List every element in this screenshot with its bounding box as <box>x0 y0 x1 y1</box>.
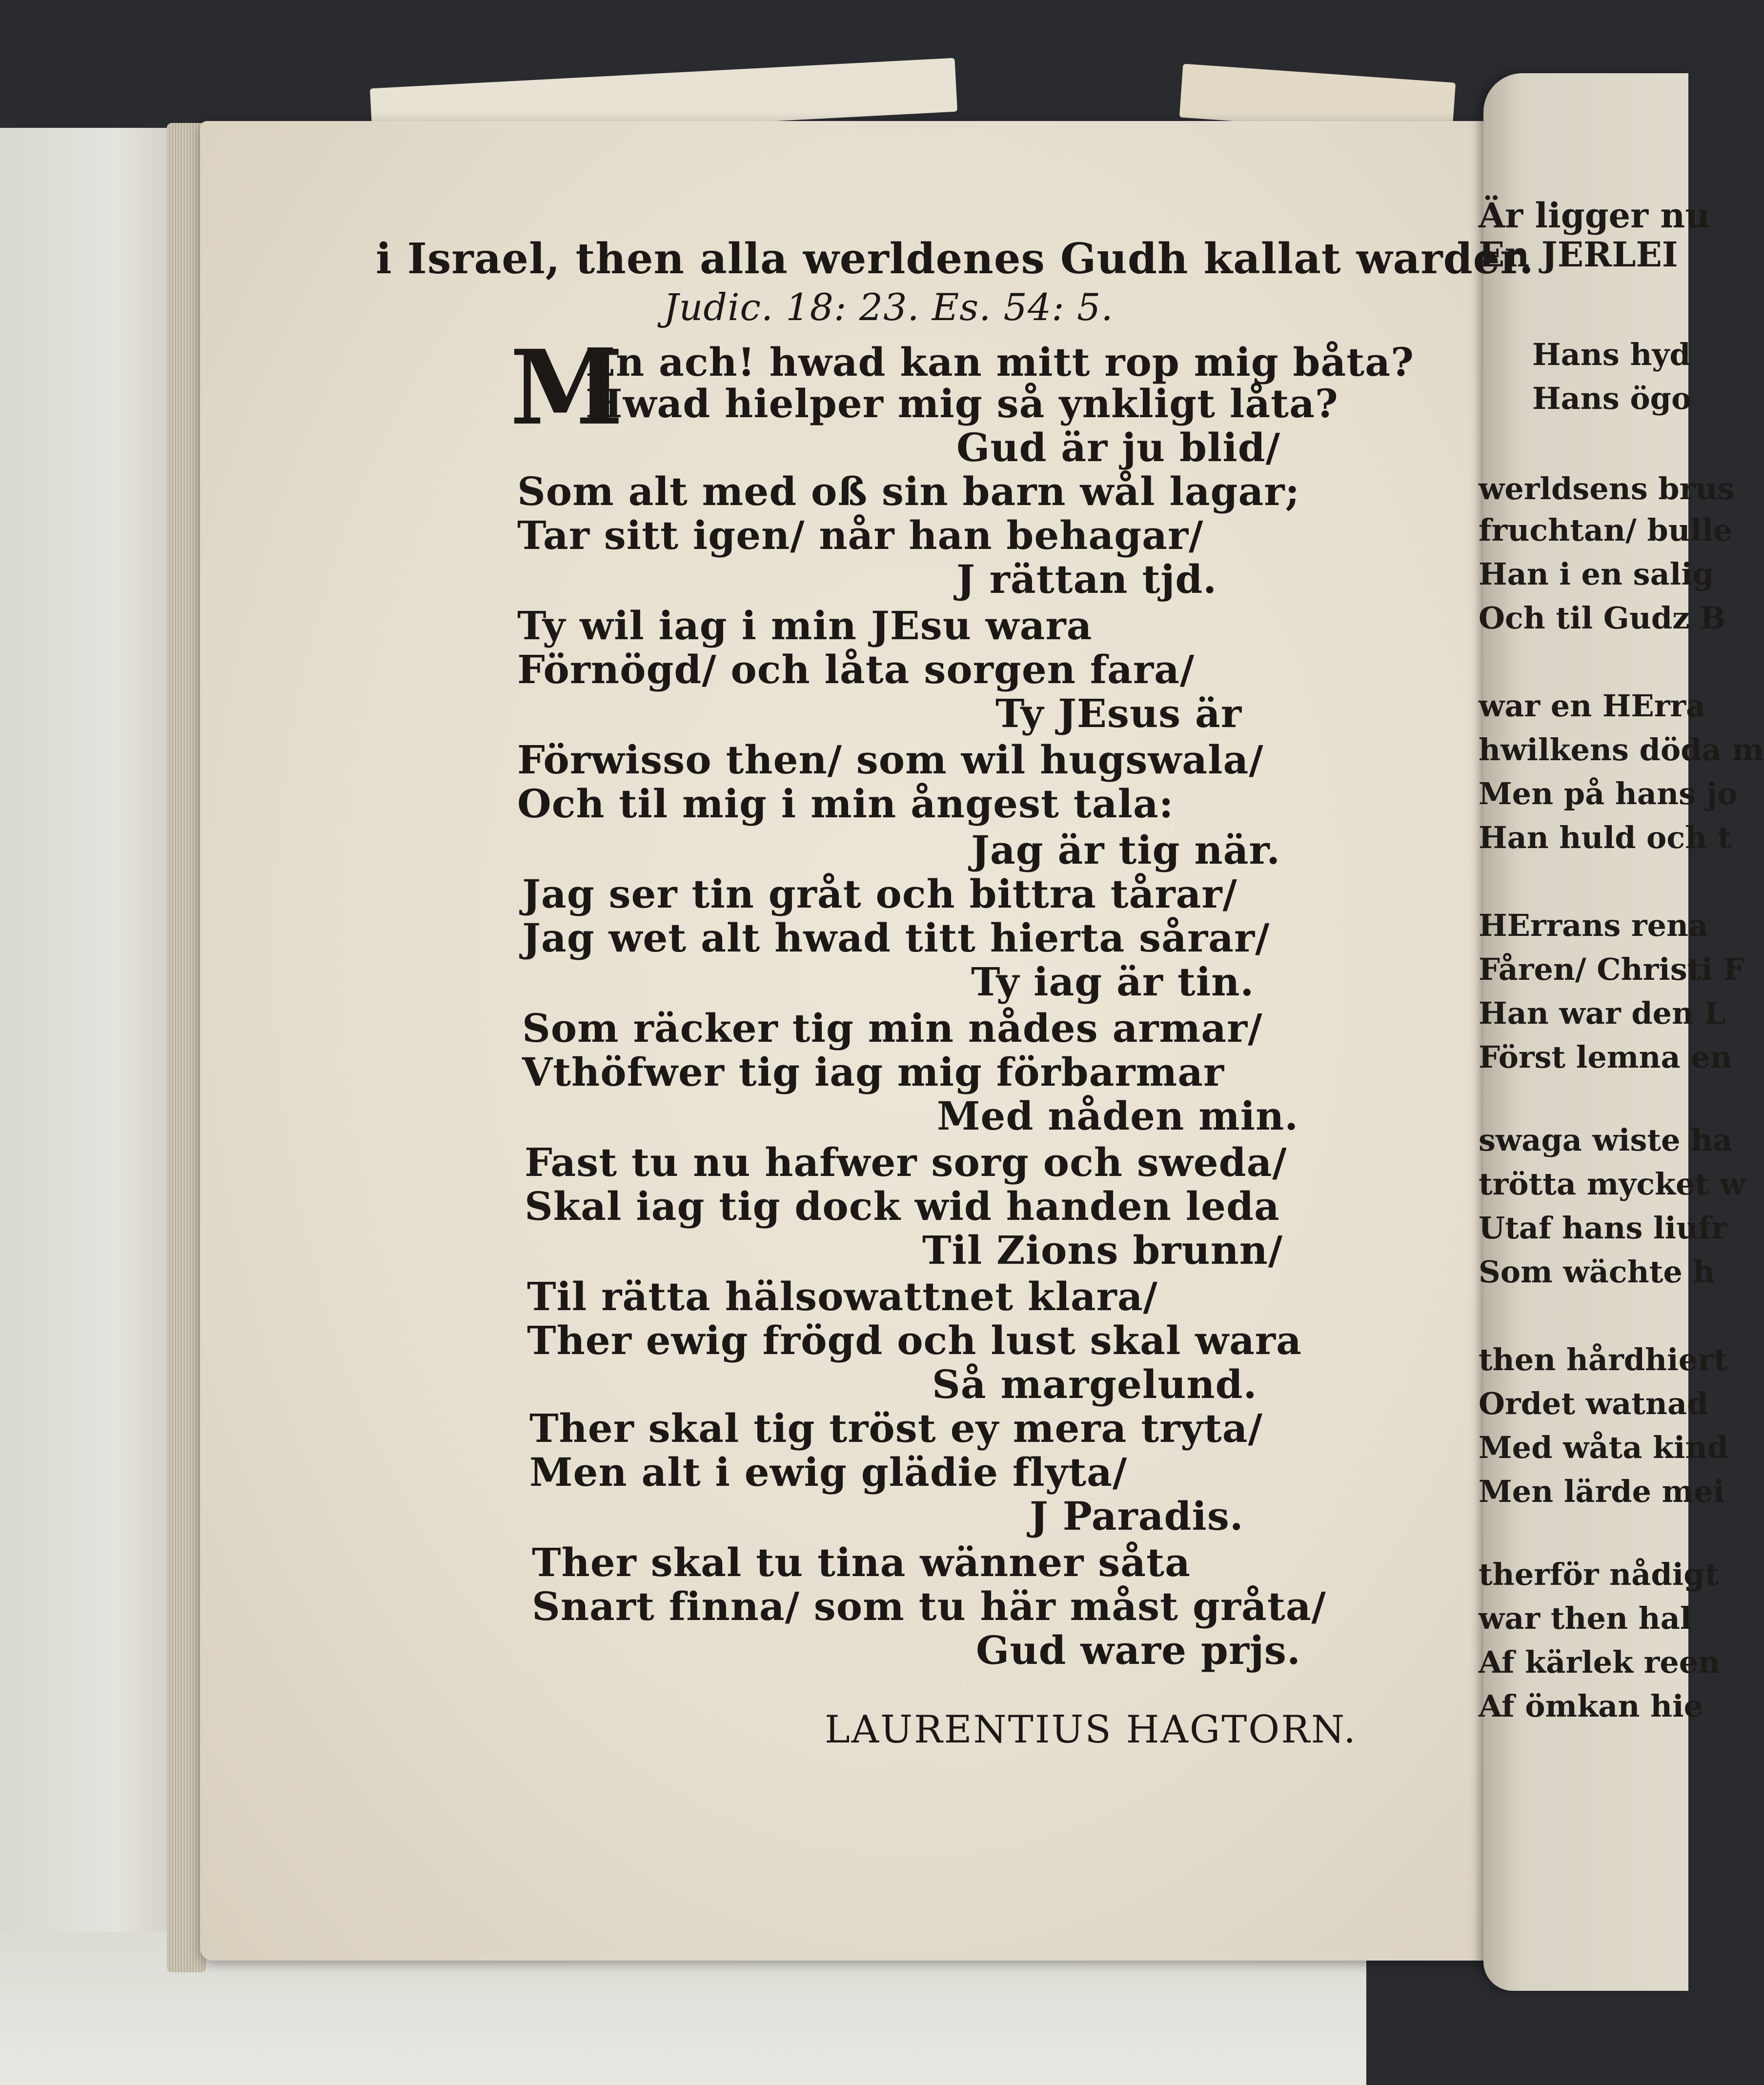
poem-line: Jag ser tin gråt och bittra tårar/ <box>522 871 1237 917</box>
right-page-line: Som wächte h <box>1479 1254 1715 1290</box>
poem-line: Til Zions brunn/ <box>922 1227 1283 1273</box>
right-page-line: HErrans rena <box>1479 908 1708 943</box>
right-page-line: Han i en salig <box>1479 556 1714 592</box>
right-page-line: Hans ögo <box>1532 381 1692 416</box>
poem-line: Snart finna/ som tu här måst gråta/ <box>532 1583 1326 1629</box>
right-page-line: Af kärlek reen <box>1479 1644 1721 1680</box>
right-page-line: Utaf hans liufr <box>1479 1210 1727 1246</box>
right-page-line: therför nådigt <box>1479 1557 1719 1592</box>
poem-line: Så margelund. <box>932 1361 1257 1407</box>
poem-line: Til rätta hälsowattnet klara/ <box>527 1274 1158 1319</box>
poem-line: Vthöfwer tig iag mig förbarmar <box>522 1049 1225 1095</box>
author-signature: LAURENTIUS HAGTORN. <box>825 1708 1357 1752</box>
poem-line: Tar sitt igen/ når han behagar/ <box>517 512 1204 558</box>
right-page-line: Ordet watnad <box>1479 1386 1708 1421</box>
right-page-line: Först lemna en <box>1479 1039 1732 1075</box>
poem-line: En ach! hwad kan mitt rop mig båta? <box>586 339 1414 385</box>
poem-line: Och til mig i min ångest tala: <box>517 781 1174 827</box>
right-page-line: Af ömkan hie <box>1479 1688 1703 1724</box>
poem-line: Ty wil iag i min JEsu wara <box>517 603 1093 648</box>
poem-line: Med nåden min. <box>937 1093 1299 1139</box>
poem-line: Gud ware prjs. <box>976 1627 1301 1673</box>
poem-line: Som alt med oß sin barn wål lagar; <box>517 468 1300 514</box>
drop-capital: M <box>510 327 624 448</box>
poem-line: Skal iag tig dock wid handen leda <box>525 1183 1280 1229</box>
poem-line: Gud är ju blid/ <box>956 425 1280 470</box>
page-heading: i Israel, then alla werldenes Gudh kallat warder. <box>376 234 1534 283</box>
poem-line: Hwad hielper mig så ynkligt låta? <box>586 381 1338 426</box>
right-page-line: Med wåta kind <box>1479 1430 1728 1465</box>
poem-line: Fast tu nu hafwer sorg och sweda/ <box>525 1139 1287 1185</box>
poem-line: J rättan tjd. <box>956 556 1217 602</box>
right-page-line: then hårdhiert <box>1479 1342 1728 1377</box>
right-page-line: fruchtan/ bulle <box>1479 512 1733 548</box>
right-page-line: swaga wiste ha <box>1479 1122 1733 1158</box>
right-page-line: Och til Gudz B <box>1479 600 1726 636</box>
right-page-line: Är ligger nu <box>1479 195 1710 236</box>
right-page-line: war then hal <box>1479 1600 1692 1636</box>
poem-line: Ty JEsus är <box>995 690 1242 736</box>
right-page-line: trötta mycket w <box>1479 1166 1746 1202</box>
right-page-line: werldsens brus <box>1479 471 1735 506</box>
right-page-line: Fåren/ Christi F <box>1479 951 1745 987</box>
poem-line: Ther skal tig tröst ey mera tryta/ <box>529 1405 1263 1451</box>
poem-line: Förnögd/ och låta sorgen fara/ <box>517 647 1195 692</box>
poem-line: Jag är tig när. <box>971 827 1281 873</box>
poem-line: Jag wet alt hwad titt hierta sårar/ <box>522 915 1270 961</box>
scripture-references: Judic. 18: 23. Es. 54: 5. <box>664 285 1114 329</box>
poem-line: Förwisso then/ som wil hugswala/ <box>517 737 1264 783</box>
right-page-line: Han huld och t <box>1479 820 1732 855</box>
right-page-line: En JERLEI <box>1479 234 1678 275</box>
poem-line: J Paradis. <box>1030 1493 1244 1539</box>
poem-line: Ther skal tu tina wänner såta <box>532 1539 1191 1585</box>
right-page-line: war en HErra <box>1479 688 1706 724</box>
right-page-line: hwilkens döda m <box>1479 732 1764 768</box>
poem-line: Men alt i ewig glädie flyta/ <box>529 1449 1128 1495</box>
poem-line: Ty iag är tin. <box>971 959 1255 1005</box>
right-page-line: Han war den L <box>1479 995 1726 1031</box>
poem-line: Ther ewig frögd och lust skal wara <box>527 1317 1302 1363</box>
right-page-line: Men på hans jo <box>1479 776 1738 811</box>
right-page-line: Men lärde mei <box>1479 1474 1725 1509</box>
right-page-line: Hans hyd <box>1532 337 1691 372</box>
poem-line: Som räcker tig min nådes armar/ <box>522 1005 1263 1051</box>
